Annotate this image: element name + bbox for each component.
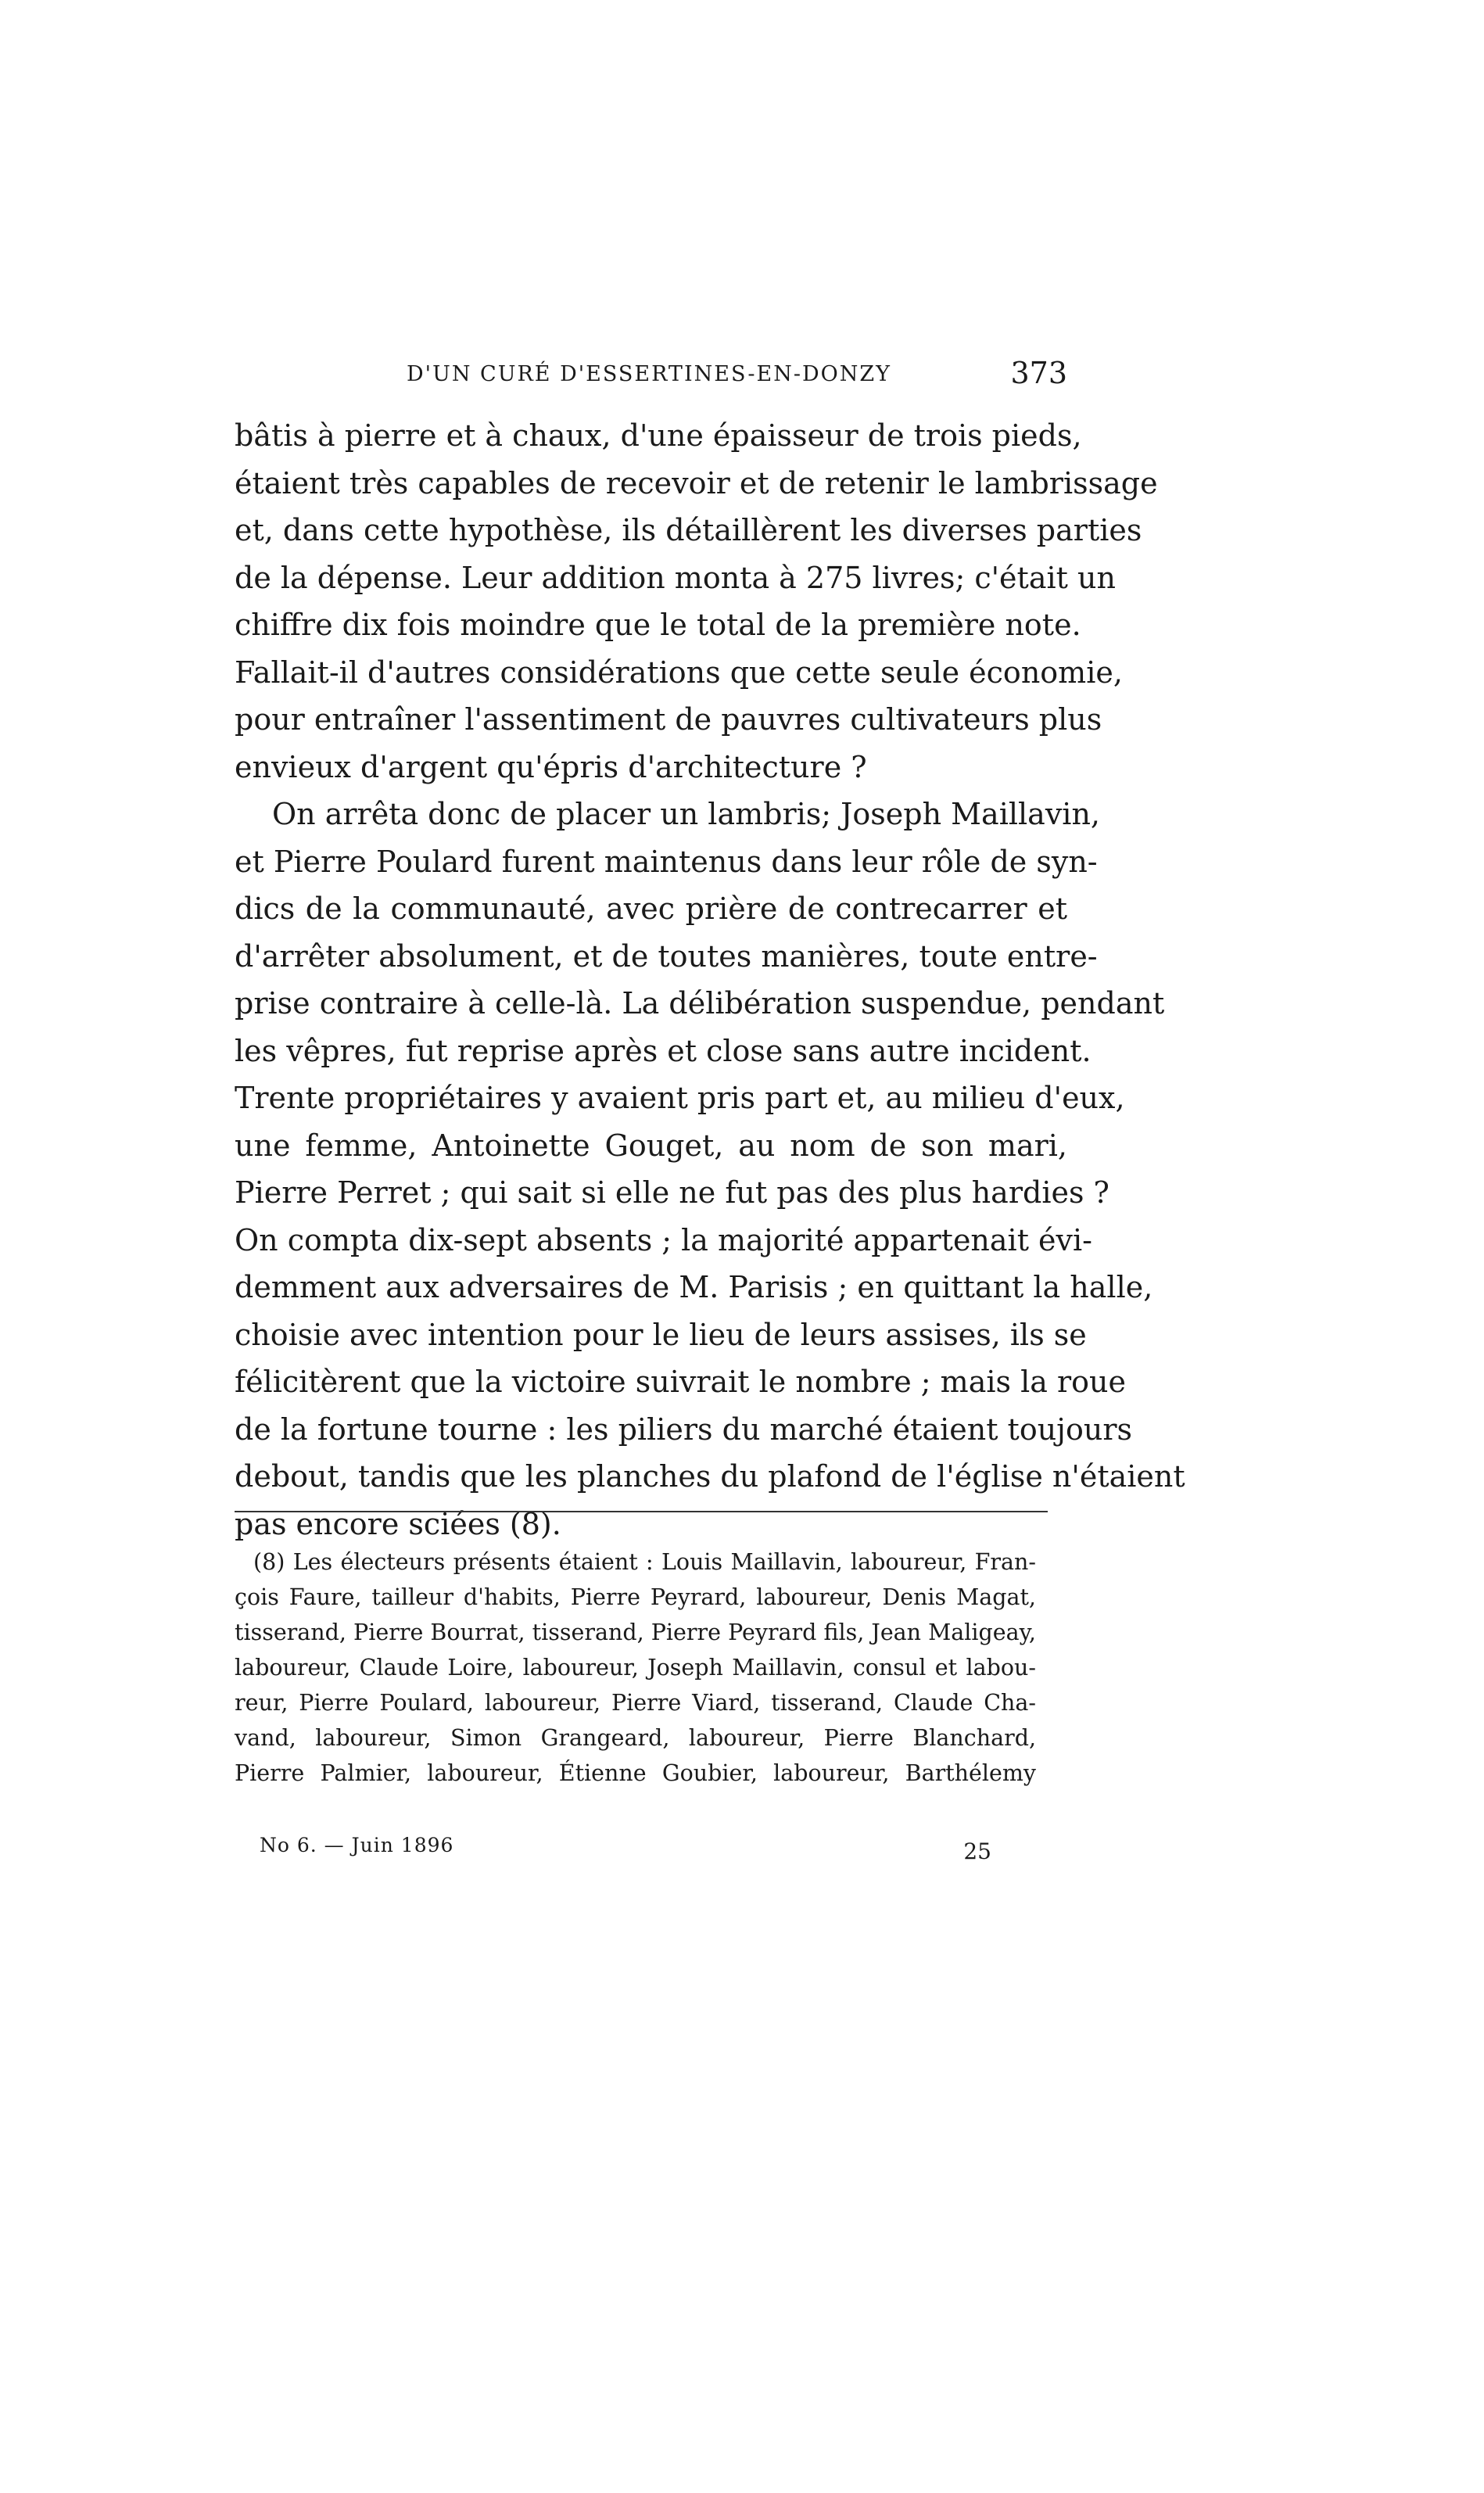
body-line: pour entraîner l'assentiment de pauvres cultivateurs plus [235,702,1102,737]
footnote-line: laboureur, Claude Loire, laboureur, Joseph Maillavin, consul et labou- [235,1655,1036,1681]
page-header [235,356,1067,403]
body-line: choisie avec intention pour le lieu de leurs assises, ils se [235,1317,1087,1352]
body-line: félicitèrent que la victoire suivrait le nombre ; mais la roue [235,1365,1126,1399]
footnote-line: reur, Pierre Poulard, laboureur, Pierre Viard, tisserand, Claude Cha- [235,1690,1036,1716]
footnote-line: Pierre Palmier, laboureur, Étienne Goubier, laboureur, Barthélemy [235,1760,1036,1786]
footnote-divider [235,1511,1048,1512]
signature-mark: 25 [963,1838,991,1864]
body-text [235,412,1185,1548]
footnote-line: çois Faure, tailleur d'habits, Pierre Peyrard, laboureur, Denis Magat, [235,1584,1036,1610]
body-line: de la fortune tourne : les piliers du marché étaient toujours [235,1412,1132,1447]
footnote-line: (8) Les électeurs présents étaient : Louis Maillavin, laboureur, Fran- [253,1549,1036,1575]
body-line: demment aux adversaires de M. Parisis ; en quittant la halle, [235,1270,1153,1304]
body-line: les vêpres, fut reprise après et close sans autre incident. [235,1033,1091,1068]
body-line: Trente propriétaires y avaient pris part et, au milieu d'eux, [235,1081,1125,1115]
body-line: debout, tandis que les planches du plafond de l'église n'étaient [235,1459,1185,1494]
body-line: chiffre dix fois moindre que le total de la première note. [235,608,1081,642]
footnote [235,1544,1036,1791]
footnote-line: tisserand, Pierre Bourrat, tisserand, Pierre Peyrard fils, Jean Maligeay, [235,1620,1036,1645]
body-line: pas encore sciées (8). [235,1506,561,1541]
body-line: d'arrêter absolument, et de toutes manières, toute entre- [235,938,1098,974]
footnote-line: vand, laboureur, Simon Grangeard, laboureur, Pierre Blanchard, [235,1725,1036,1751]
body-line: On compta dix-sept absents ; la majorité appartenait évi- [235,1222,1093,1257]
body-line: de la dépense. Leur addition monta à 275 livres; c'était un [235,560,1116,595]
body-line: On arrêta donc de placer un lambris; Joseph Maillavin, [272,797,1100,831]
body-line: et, dans cette hypothèse, ils détaillèrent les diverses parties [235,513,1142,547]
body-line: Fallait-il d'autres considérations que cette seule économie, [235,655,1123,690]
running-title: D'UN CURÉ D'ESSERTINES-EN-DONZY [407,362,891,386]
body-line: prise contraire à celle-là. La délibération suspendue, pendant [235,986,1165,1021]
body-line: et Pierre Poulard furent maintenus dans leur rôle de syn- [235,844,1098,879]
page-footer [235,1834,1040,1869]
body-line: envieux d'argent qu'épris d'architecture ? [235,749,867,784]
page-number: 373 [1010,356,1067,390]
body-line: dics de la communauté, avec prière de contrecarrer et [235,891,1067,926]
issue-label: No 6. — Juin 1896 [260,1834,454,1856]
body-line: une femme, Antoinette Gouget, au nom de son mari, [235,1128,1067,1163]
body-line: étaient très capables de recevoir et de retenir le lambrissage [235,465,1158,500]
body-line: bâtis à pierre et à chaux, d'une épaisseur de trois pieds, [235,418,1082,453]
body-line: Pierre Perret ; qui sait si elle ne fut pas des plus hardies ? [235,1175,1109,1210]
